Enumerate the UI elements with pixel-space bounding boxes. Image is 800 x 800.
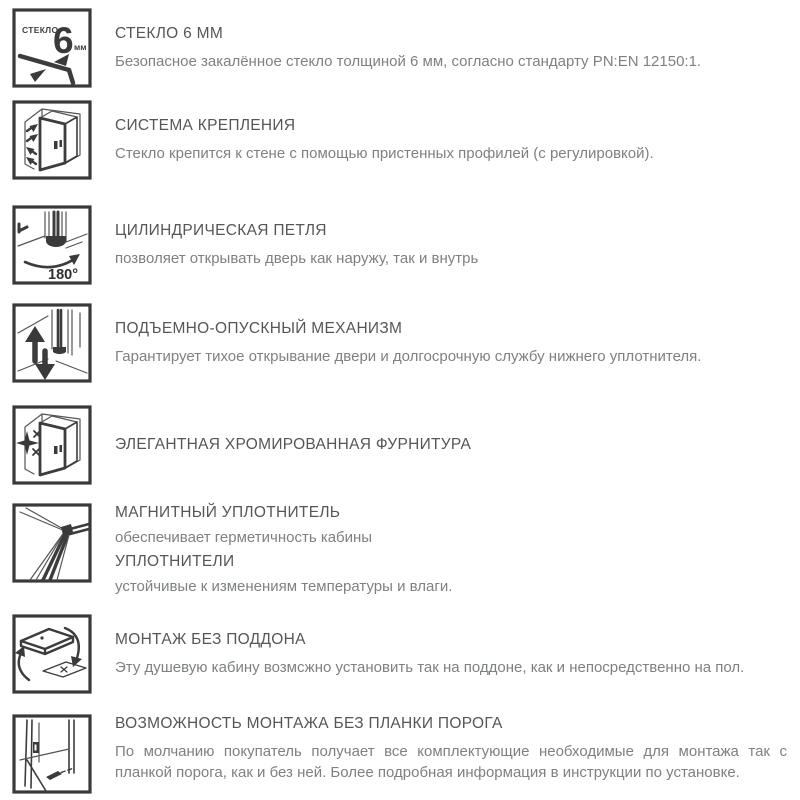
- magnetic-seal-icon: [12, 503, 92, 583]
- feature-title: МОНТАЖ БЕЗ ПОДДОНА: [115, 631, 306, 648]
- feature-title: СТЕКЛО 6 ММ: [115, 25, 224, 42]
- feature-title: ЭЛЕГАНТНАЯ ХРОМИРОВАННАЯ ФУРНИТУРА: [115, 436, 472, 453]
- feature-description: Эту душевую кабину возмсжно установить так на поддоне, как и непосредственно на пол.: [115, 659, 745, 676]
- hinge-angle-label: 180°: [48, 267, 78, 283]
- feature-description: обеспечивает герметичность кабины: [115, 529, 373, 546]
- glass-icon-label: СТЕКЛО: [22, 25, 59, 35]
- feature-title-secondary: УПЛОТНИТЕЛИ: [115, 553, 235, 570]
- glass-icon-value: 6: [53, 20, 74, 61]
- no-tray-mounting-icon: [12, 614, 92, 694]
- feature-row-magnetic-seal: [12, 503, 788, 597]
- chrome-hardware-icon: [12, 405, 92, 485]
- feature-row-no-threshold: [12, 714, 788, 794]
- feature-title: МАГНИТНЫЙ УПЛОТНИТЕЛЬ: [115, 504, 341, 521]
- feature-row-lift-mechanism: [12, 303, 788, 383]
- lift-lower-mechanism-icon: [12, 303, 92, 383]
- feature-row-glass: [12, 8, 788, 88]
- feature-description: позволяет открывать дверь как наружу, так и внутрь: [115, 250, 479, 267]
- feature-title: СИСТЕМА КРЕПЛЕНИЯ: [115, 117, 296, 134]
- no-threshold-strip-icon: [12, 714, 92, 794]
- feature-row-chrome-hardware: [12, 405, 788, 485]
- feature-title: ВОЗМОЖНОСТЬ МОНТАЖА БЕЗ ПЛАНКИ ПОРОГА: [115, 715, 503, 732]
- glass-icon-unit: мм: [74, 42, 87, 52]
- feature-row-mounting: [12, 100, 788, 180]
- feature-description: Безопасное закалённое стекло толщиной 6 мм, согласно стандарту PN:EN 12150:1.: [115, 53, 702, 70]
- feature-title: ПОДЪЕМНО-ОПУСКНЫЙ МЕХАНИЗМ: [115, 320, 403, 337]
- glass-6mm-icon: [12, 8, 92, 88]
- feature-row-no-tray: [12, 614, 788, 694]
- feature-description: Гарантирует тихое открывание двери и долгосрочную службу нижнего уплотнителя.: [115, 348, 702, 365]
- cylindrical-hinge-180-icon: [12, 205, 92, 285]
- feature-title: ЦИЛИНДРИЧЕСКАЯ ПЕТЛЯ: [115, 222, 327, 239]
- wall-mounting-system-icon: [12, 100, 92, 180]
- feature-row-hinge: [12, 205, 788, 285]
- feature-description-secondary: устойчивые к изменениям температуры и влаги.: [115, 578, 453, 595]
- feature-description: По молчанию покупатель получает все комплектующие необходимые для монтажа так с планкой порога, как и без ней. Более подробная информация в инструкции по установке.: [115, 743, 787, 781]
- feature-description: Стекло крепится к стене с помощью пристенных профилей (с регулировкой).: [115, 145, 654, 162]
